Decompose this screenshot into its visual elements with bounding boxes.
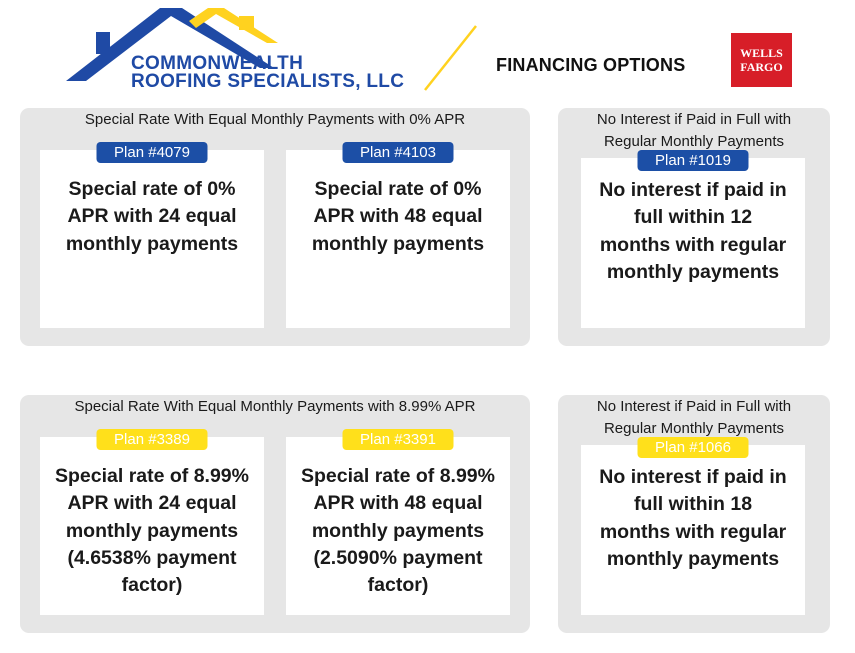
section-equal-payments-899-apr [20, 395, 530, 633]
section-title: No Interest if Paid in Full with Regular Monthly Payments [596, 398, 792, 437]
section-equal-payments-0-apr [20, 108, 530, 346]
plan-description: Special rate of 0% APR with 48 equal monthly payments [311, 178, 485, 255]
section-no-interest-18 [558, 395, 830, 633]
company-name-line2: ROOFING SPECIALISTS, LLC [131, 71, 405, 92]
plan-card[interactable] [581, 152, 805, 328]
plan-description: Special rate of 8.99% APR with 24 equal monthly payments (4.6538% payment factor) [54, 465, 249, 597]
plan-description: No interest if paid in full within 18 months with regular monthly payments [599, 466, 787, 570]
wells-fargo-logo [731, 33, 792, 87]
plan-description: Special rate of 8.99% APR with 48 equal monthly payments (2.5090% payment factor) [300, 465, 495, 597]
plan-badge: Plan #1019 [638, 150, 749, 171]
plan-card[interactable] [40, 144, 264, 328]
company-name-line1: COMMONWEALTH [131, 53, 304, 74]
page-title: FINANCING OPTIONS [496, 55, 686, 75]
plan-badge: Plan #4079 [97, 142, 208, 163]
plan-description: Special rate of 0% APR with 24 equal monthly payments [65, 178, 239, 255]
bank-logo-line2: FARGO [740, 60, 783, 74]
section-title: Special Rate With Equal Monthly Payments with 0% APR [84, 111, 466, 128]
plan-description: No interest if paid in full within 12 months with regular monthly payments [599, 179, 787, 283]
plan-badge: Plan #1066 [638, 437, 749, 458]
section-no-interest-12 [558, 108, 830, 346]
bank-logo-line1: WELLS [740, 46, 783, 60]
plan-badge: Plan #3391 [343, 429, 454, 450]
plan-badge: Plan #4103 [343, 142, 454, 163]
section-title: No Interest if Paid in Full with Regular Monthly Payments [596, 111, 792, 150]
plan-badge: Plan #3389 [97, 429, 208, 450]
plan-card[interactable] [581, 439, 805, 615]
plan-card[interactable] [286, 431, 510, 615]
plan-card[interactable] [40, 431, 264, 615]
divider-slash-icon [420, 22, 480, 94]
section-title: Special Rate With Equal Monthly Payments with 8.99% APR [74, 398, 476, 415]
plan-card[interactable] [286, 144, 510, 328]
